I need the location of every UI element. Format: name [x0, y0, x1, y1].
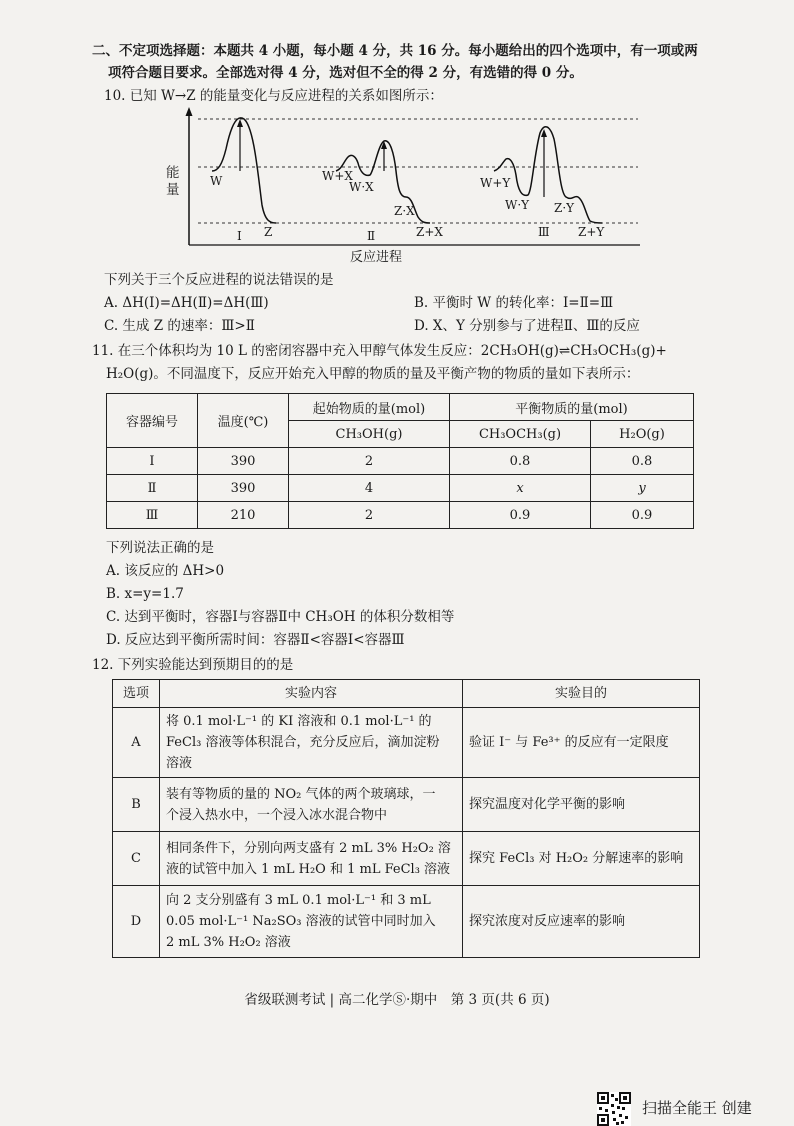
content-line: 溶液: [166, 756, 193, 771]
cell-content: [160, 778, 463, 832]
q10-prompt: 下列关于三个反应进程的说法错误的是: [104, 272, 334, 288]
q11-option-a: A. 该反应的 ΔH>0: [106, 563, 225, 579]
cell-h2o: 0.8: [591, 448, 694, 475]
q11-prompt: 下列说法正确的是: [106, 540, 214, 556]
curve-process-1: [212, 118, 276, 223]
cell-h2o: y: [591, 475, 694, 502]
content-line: 液的试管中加入 1 mL H₂O 和 1 mL FeCl₃ 溶液: [166, 861, 451, 877]
energy-profile-diagram: [160, 105, 650, 270]
cell-purpose: 探究 FeCl₃ 对 H₂O₂ 分解速率的影响: [463, 832, 700, 886]
cell-ch3oh: 2: [289, 502, 450, 529]
th-initial-amount: 起始物质的量(mol): [289, 394, 450, 421]
cell-temp: 390: [198, 475, 289, 502]
cell-id: Ⅰ: [107, 448, 198, 475]
y-axis-arrow: [186, 107, 193, 116]
q10-stem: 10. 已知 W→Z 的能量变化与反应进程的关系如图所示：: [104, 88, 443, 104]
cell-ch3oh: 4: [289, 475, 450, 502]
label-Z-plus-Y: Z+Y: [578, 225, 605, 239]
label-process-II: Ⅱ: [367, 229, 376, 243]
cell-purpose: 探究温度对化学平衡的影响: [463, 778, 700, 832]
th-ch3och3: CH₃OCH₃(g): [450, 421, 591, 448]
cell-temp: 390: [198, 448, 289, 475]
th-ch3oh: CH₃OH(g): [289, 421, 450, 448]
label-WX-complex: W·X: [349, 180, 374, 194]
y-label-char2: 量: [166, 182, 180, 198]
page-footer: 省级联测考试 | 高二化学Ⓢ·期中 第 3 页(共 6 页): [244, 992, 550, 1008]
q11-option-d: D. 反应达到平衡所需时间：容器Ⅱ<容器Ⅰ<容器Ⅲ: [106, 632, 405, 648]
content-line: 相同条件下，分别向两支盛有 2 mL 3% H₂O₂ 溶: [166, 840, 451, 856]
label-process-III: Ⅲ: [538, 225, 550, 239]
cell-content: [160, 886, 463, 958]
cell-ch3och3: 0.9: [450, 502, 591, 529]
content-line: 2 mL 3% H₂O₂ 溶液: [166, 935, 291, 950]
table-row: [107, 502, 694, 529]
cell-ch3och3: 0.8: [450, 448, 591, 475]
cell-content: [160, 832, 463, 886]
scanner-watermark-text: 扫描全能王 创建: [642, 1099, 752, 1117]
th-container: 容器编号: [107, 394, 198, 448]
q11-option-c: C. 达到平衡时，容器Ⅰ与容器Ⅱ中 CH₃OH 的体积分数相等: [106, 609, 455, 625]
th-temperature: 温度(℃): [198, 394, 289, 448]
q10-option-a: A. ΔH(Ⅰ)=ΔH(Ⅱ)=ΔH(Ⅲ): [104, 295, 269, 311]
table-row: [113, 832, 700, 886]
content-line: FeCl₃ 溶液等体积混合，充分反应后，滴加淀粉: [166, 735, 440, 750]
cell-content: [160, 708, 463, 778]
q12-experiment-table: [112, 679, 700, 958]
label-ZY-complex: Z·Y: [554, 201, 575, 215]
content-line: 向 2 支分别盛有 3 mL 0.1 mol·L⁻¹ 和 3 mL: [166, 893, 431, 908]
content-line: 个浸入热水中，一个浸入冰水混合物中: [166, 807, 388, 823]
label-Z-plus-X: Z+X: [416, 225, 443, 239]
content-line: 装有等物质的量的 NO₂ 气体的两个玻璃球，一: [166, 786, 436, 802]
qr-code-icon: [597, 1092, 631, 1126]
q11-stem-line1: 11. 在三个体积均为 10 L 的密闭容器中充入甲醇气体发生反应：2CH₃OH(g)⇌CH₃OCH₃(g)+: [92, 343, 667, 359]
cell-ch3oh: 2: [289, 448, 450, 475]
label-ZX-complex: Z·X: [394, 204, 415, 218]
q10-option-d: D. X、Y 分别参与了进程Ⅱ、Ⅲ的反应: [414, 318, 640, 334]
cell-ch3och3: x: [450, 475, 591, 502]
th-h2o: H₂O(g): [591, 421, 694, 448]
th-content: 实验内容: [160, 680, 463, 708]
cell-h2o: 0.9: [591, 502, 694, 529]
label-WY-complex: W·Y: [505, 198, 530, 212]
table-row: [113, 778, 700, 832]
label-process-I: Ⅰ: [237, 229, 242, 243]
cell-option: A: [113, 708, 160, 778]
section-heading-line1: 二、不定项选择题：本题共 4 小题，每小题 4 分，共 16 分。每小题给出的四个选项中，有一项或两: [92, 43, 698, 59]
cell-purpose: 验证 I⁻ 与 Fe³⁺ 的反应有一定限度: [463, 708, 700, 778]
table-row: [113, 708, 700, 778]
th-option: 选项: [113, 680, 160, 708]
label-W: W: [210, 174, 223, 188]
th-equilibrium-amount: 平衡物质的量(mol): [450, 394, 694, 421]
q12-stem: 12. 下列实验能达到预期目的的是: [92, 657, 294, 673]
q11-option-b: B. x=y=1.7: [106, 586, 184, 602]
q11-stem-line2: H₂O(g)。不同温度下，反应开始充入甲醇的物质的量及平衡产物的物质的量如下表所示：: [106, 366, 640, 382]
cell-id: Ⅲ: [107, 502, 198, 529]
label-W-plus-X: W+X: [322, 169, 353, 183]
table-row: [107, 475, 694, 502]
label-Z: Z: [264, 225, 273, 239]
cell-purpose: 探究浓度对反应速率的影响: [463, 886, 700, 958]
x-axis-label: 反应进程: [350, 250, 403, 265]
th-purpose: 实验目的: [463, 680, 700, 708]
label-W-plus-Y: W+Y: [480, 176, 511, 190]
cell-id: Ⅱ: [107, 475, 198, 502]
content-line: 将 0.1 mol·L⁻¹ 的 KI 溶液和 0.1 mol·L⁻¹ 的: [166, 714, 432, 729]
q11-data-table: [106, 393, 694, 529]
q10-option-b: B. 平衡时 W 的转化率：Ⅰ=Ⅱ=Ⅲ: [414, 295, 614, 311]
section-heading-line2: 项符合题目要求。全部选对得 4 分，选对但不全的得 2 分，有选错的得 0 分。: [108, 65, 583, 81]
content-line: 0.05 mol·L⁻¹ Na₂SO₃ 溶液的试管中同时加入: [166, 914, 436, 929]
cell-temp: 210: [198, 502, 289, 529]
cell-option: D: [113, 886, 160, 958]
cell-option: B: [113, 778, 160, 832]
table-row: [107, 448, 694, 475]
y-label-char1: 能: [166, 165, 180, 181]
q10-option-c: C. 生成 Z 的速率：Ⅲ>Ⅱ: [104, 318, 255, 334]
table-row: [113, 886, 700, 958]
cell-option: C: [113, 832, 160, 886]
